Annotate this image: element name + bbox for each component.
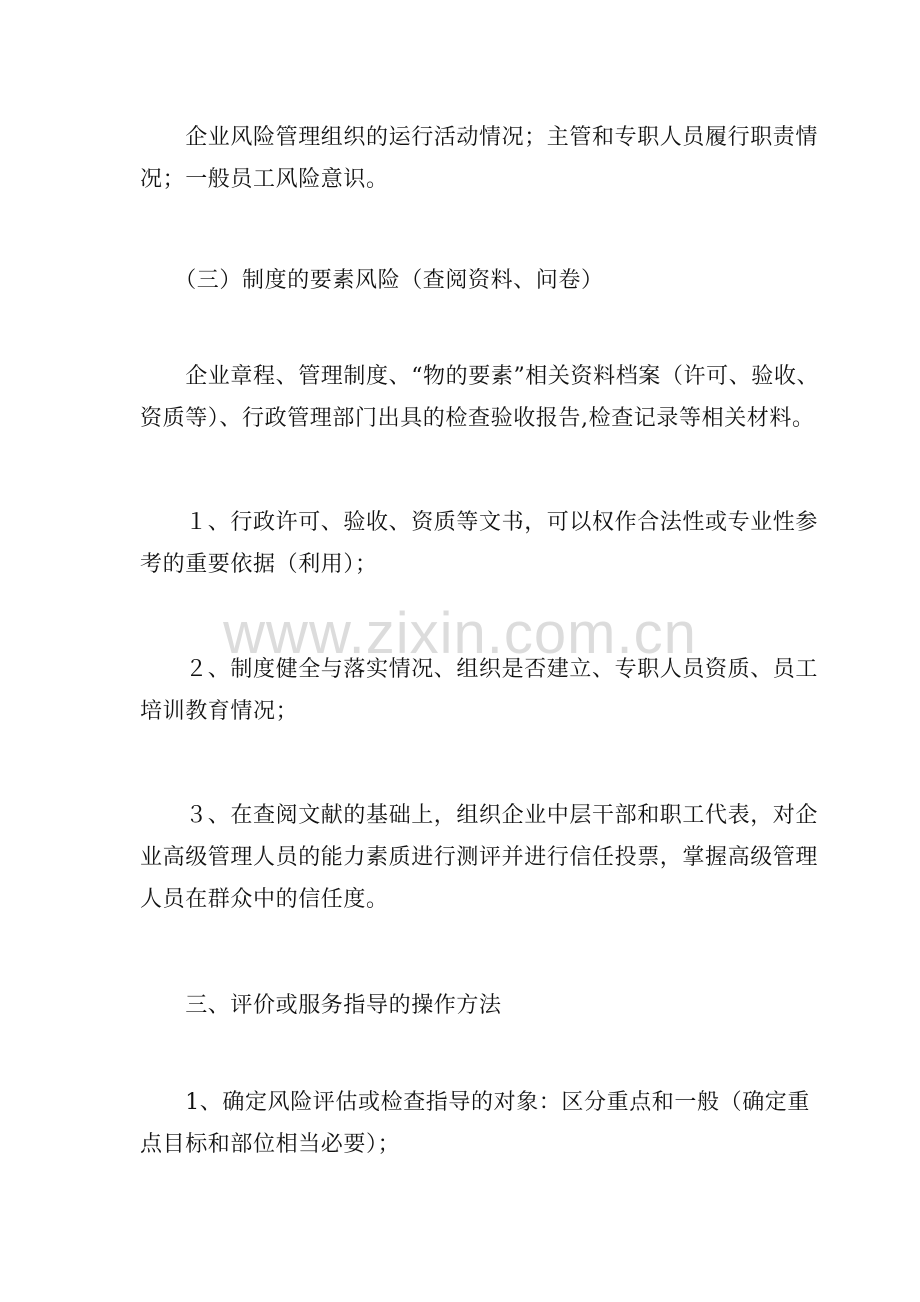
text-line: 企业章程、管理制度、“物的要素”相关资料档案（许可、验收、 [140, 364, 820, 389]
text-line: 企业风险管理组织的运行活动情况；主管和专职人员履行职责情 [140, 125, 819, 150]
text-line: ３、在查阅文献的基础上，组织企业中层干部和职工代表，对企 [140, 803, 819, 828]
list-item-method-1 [140, 1082, 810, 1166]
text-line: （三）制度的要素风险（查阅资料、问卷） [140, 268, 604, 293]
paragraph-2 [140, 356, 820, 440]
paragraph-1 [140, 117, 819, 201]
text-line: 业高级管理人员的能力素质进行测评并进行信任投票，掌握高级管理 [140, 845, 819, 870]
text-line: 人员在群众中的信任度。 [140, 887, 389, 912]
text-line: 资质等）、行政管理部门出具的检查验收报告,检查记录等相关材料。 [140, 406, 815, 431]
text-line: １、行政许可、验收、资质等文书，可以权作合法性或专业性参 [140, 510, 819, 535]
text-line: 考的重要依据（利用）； [140, 552, 378, 577]
watermark: www.zixin.com.cn [223, 601, 697, 666]
section-heading-3 [140, 260, 785, 302]
text-line: 1、确定风险评估或检查指导的对象：区分重点和一般（确定重 [140, 1090, 810, 1115]
section-heading-three [140, 985, 785, 1027]
text-line: 点目标和部位相当必要）； [140, 1132, 401, 1157]
list-item-1 [140, 502, 819, 586]
text-line: 培训教育情况； [140, 699, 299, 724]
text-line: 三、评价或服务指导的操作方法 [140, 993, 502, 1018]
text-line: ２、制度健全与落实情况、组织是否建立、专职人员资质、员工 [140, 657, 819, 682]
list-item-3 [140, 795, 819, 921]
text-line: 况；一般员工风险意识。 [140, 167, 389, 192]
